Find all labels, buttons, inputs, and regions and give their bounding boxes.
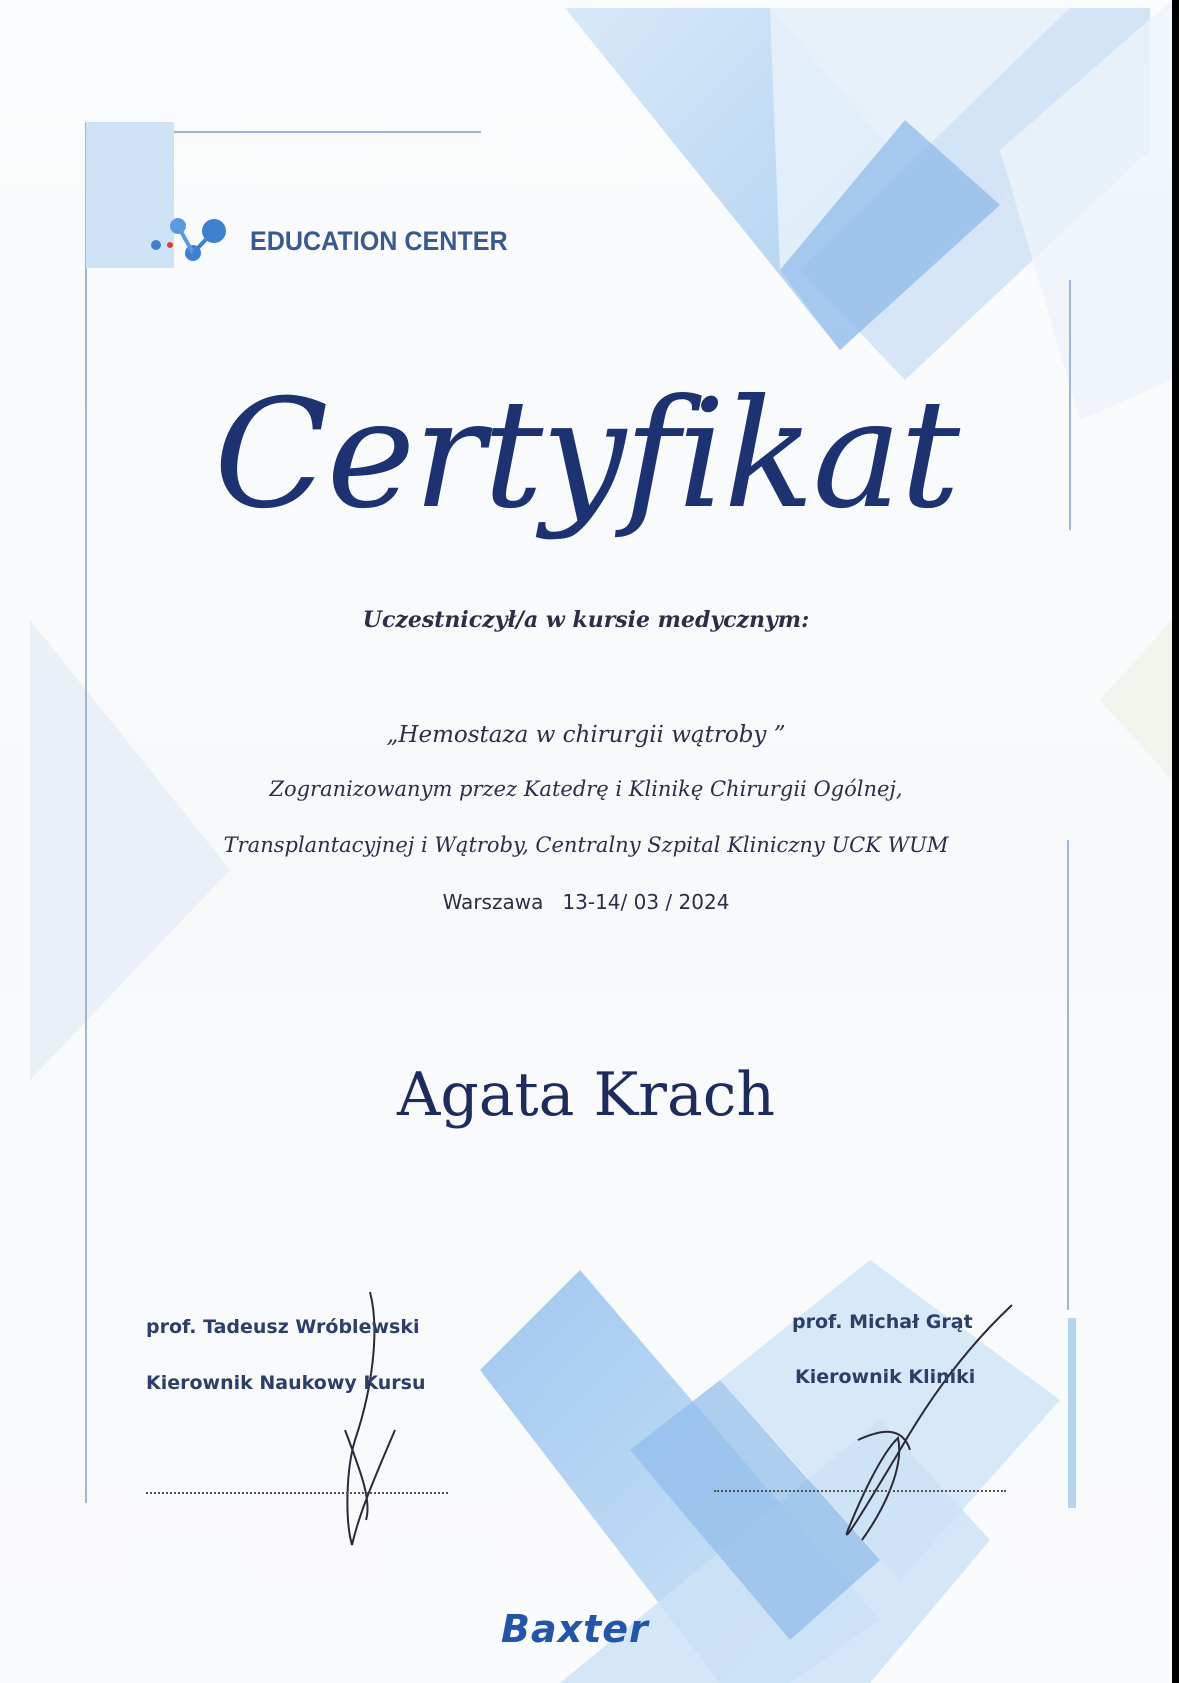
course-title: „Hemostaza w chirurgii wątroby ”: [386, 722, 786, 748]
brand-name: EDUCATION CENTER: [250, 226, 508, 256]
intro-text: Uczestniczył/a w kursie medycznym:: [362, 607, 810, 633]
signatory-right-role: Kierownik Kliniki: [795, 1366, 976, 1388]
signature-line-left: [146, 1492, 448, 1494]
signatory-right-name: prof. Michał Grąt: [792, 1311, 973, 1333]
recipient-name: Agata Krach: [397, 1060, 775, 1130]
right-shape: [1100, 620, 1172, 780]
certificate-title: Certyfikat: [213, 368, 959, 542]
date: 13-14/ 03 / 2024: [562, 890, 730, 914]
place: Warszawa: [442, 890, 544, 914]
frame-corner-bottom: [1068, 1318, 1076, 1508]
organizer-line-2: Transplantacyjnej i Wątroby, Centralny Szpital Kliniczny UCK WUM: [223, 833, 949, 857]
place-and-date: [0, 890, 1172, 914]
sponsor-logo: Baxter: [501, 1607, 649, 1651]
signatory-left-name: prof. Tadeusz Wróblewski: [146, 1316, 420, 1338]
organizer-line-1: Zogranizowanym przez Katedrę i Klinikę Chirurgii Ogólnej,: [269, 777, 903, 801]
signature-line-right: [714, 1490, 1006, 1492]
signatory-left-role: Kierownik Naukowy Kursu: [146, 1372, 426, 1394]
